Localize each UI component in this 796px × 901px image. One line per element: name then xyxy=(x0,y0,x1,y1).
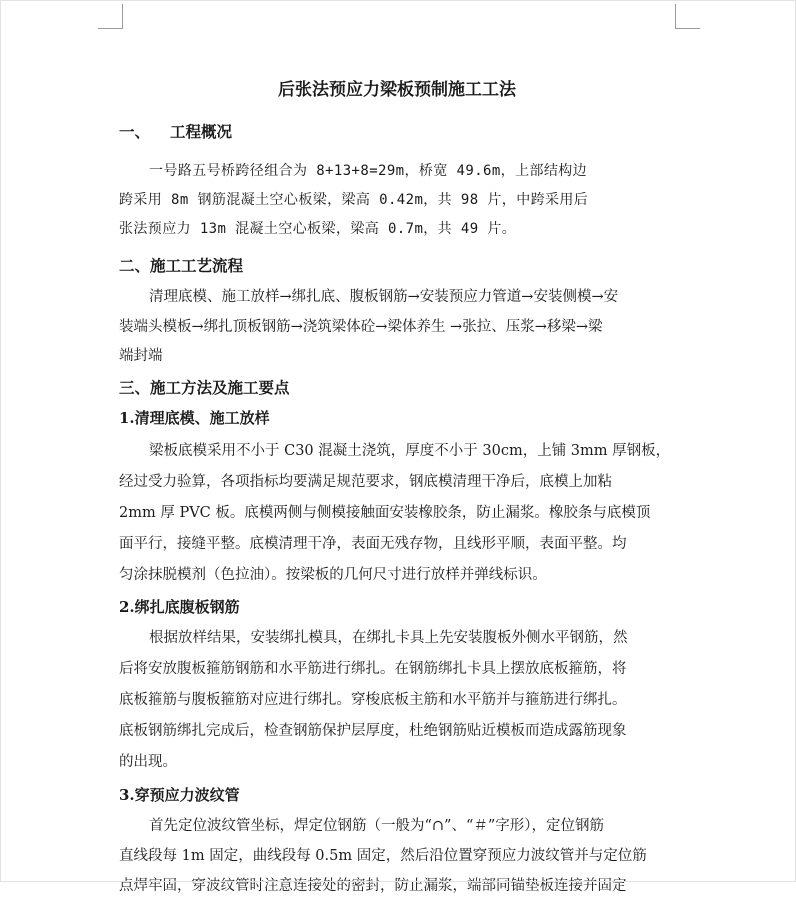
subsection-paragraph-rebar xyxy=(119,623,705,778)
subsection-number: 3. xyxy=(119,786,135,804)
section-title: 工程概况 xyxy=(170,122,233,141)
subsection-heading-rebar xyxy=(119,596,240,618)
paragraph-line: 底板钢筋绑扎完成后，检查钢筋保护层厚度，杜绝钢筋贴近模板而造成露筋现象 xyxy=(119,723,627,739)
subsection-heading-formwork xyxy=(119,407,270,429)
section-number: 一、 xyxy=(119,122,151,141)
subsection-number: 2. xyxy=(119,598,135,616)
subsection-paragraph-ducts xyxy=(119,811,705,901)
section-heading-methods xyxy=(119,377,290,399)
paragraph-line: 后将安放腹板箍筋钢筋和水平筋进行绑扎。在钢筋绑扎卡具上摆放底板箍筋，将 xyxy=(119,661,627,677)
page-corner-mark-top-right xyxy=(675,4,700,29)
subsection-title: 清理底模、施工放样 xyxy=(134,409,270,427)
paragraph-line: 底板箍筋与腹板箍筋对应进行绑扎。穿梭底板主筋和水平筋并与箍筋进行绑扎。 xyxy=(119,692,627,708)
paragraph-line: 首先定位波纹管坐标，焊定位钢筋（一般为“∩”、“＃”字形），定位钢筋 xyxy=(149,818,605,834)
section-number: 二、 xyxy=(119,256,151,275)
paragraph-line: 一号路五号桥跨径组合为 8+13+8=29m，桥宽 49.6m，上部结构边 xyxy=(149,163,588,179)
paragraph-line: 清理底模、施工放样→绑扎底、腹板钢筋→安装预应力管道→安装侧模→安 xyxy=(149,289,619,305)
paragraph-line: 端封端 xyxy=(119,348,163,364)
paragraph-line: 根据放样结果，安装绑扎模具，在绑扎卡具上先安装腹板外侧水平钢筋，然 xyxy=(149,630,628,646)
section-title: 施工工艺流程 xyxy=(150,256,244,275)
paragraph-line: 梁板底模采用不小于 C30 混凝土浇筑，厚度不小于 30cm，上铺 3mm 厚钢板， xyxy=(149,443,671,459)
document-title: 后张法预应力梁板预制施工工法 xyxy=(278,80,516,100)
page-corner-mark-top-left xyxy=(98,4,123,29)
paragraph-line: 跨采用 8m 钢筋混凝土空心板梁，梁高 0.42m，共 98 片，中跨采用后 xyxy=(119,192,589,208)
paragraph-line: 的出现。 xyxy=(119,754,177,770)
section-heading-overview xyxy=(119,121,232,143)
paragraph-line: 经过受力验算，各项指标均要满足规范要求，钢底模清理干净后，底模上加粘 xyxy=(119,474,612,490)
section-paragraph-overview xyxy=(119,157,705,244)
paragraph-line: 匀涂抹脱模剂（色拉油）。按梁板的几何尺寸进行放样并弹线标识。 xyxy=(119,567,547,583)
subsection-title: 绑扎底腹板钢筋 xyxy=(134,598,240,616)
section-heading-process-flow xyxy=(119,255,243,277)
subsection-title: 穿预应力波纹管 xyxy=(134,786,240,804)
paragraph-line: 点焊牢固，穿波纹管时注意连接处的密封，防止漏浆，端部同锚垫板连接并固定 xyxy=(119,878,627,894)
paragraph-line: 张法预应力 13m 混凝土空心板梁，梁高 0.7m，共 49 片。 xyxy=(119,221,517,237)
section-paragraph-process-flow xyxy=(119,283,705,372)
subsection-heading-ducts xyxy=(119,784,240,806)
paragraph-line: 装端头模板→绑扎顶板钢筋→浇筑梁体砼→梁体养生 →张拉、压浆→移梁→梁 xyxy=(119,318,603,335)
subsection-paragraph-formwork xyxy=(119,436,705,591)
subsection-number: 1. xyxy=(119,409,135,427)
paragraph-line: 面平行，接缝平整。底模清理干净，表面无残存物，且线形平顺，表面平整。均 xyxy=(119,536,627,552)
paragraph-line: 直线段每 1m 固定，曲线段每 0.5m 固定，然后沿位置穿预应力波纹管并与定位筋 xyxy=(119,848,647,864)
section-title: 施工方法及施工要点 xyxy=(150,378,290,397)
section-number: 三、 xyxy=(119,378,151,397)
paragraph-line: 2mm 厚 PVC 板。底模两侧与侧模接触面安装橡胶条，防止漏浆。橡胶条与底模顶 xyxy=(119,505,651,521)
